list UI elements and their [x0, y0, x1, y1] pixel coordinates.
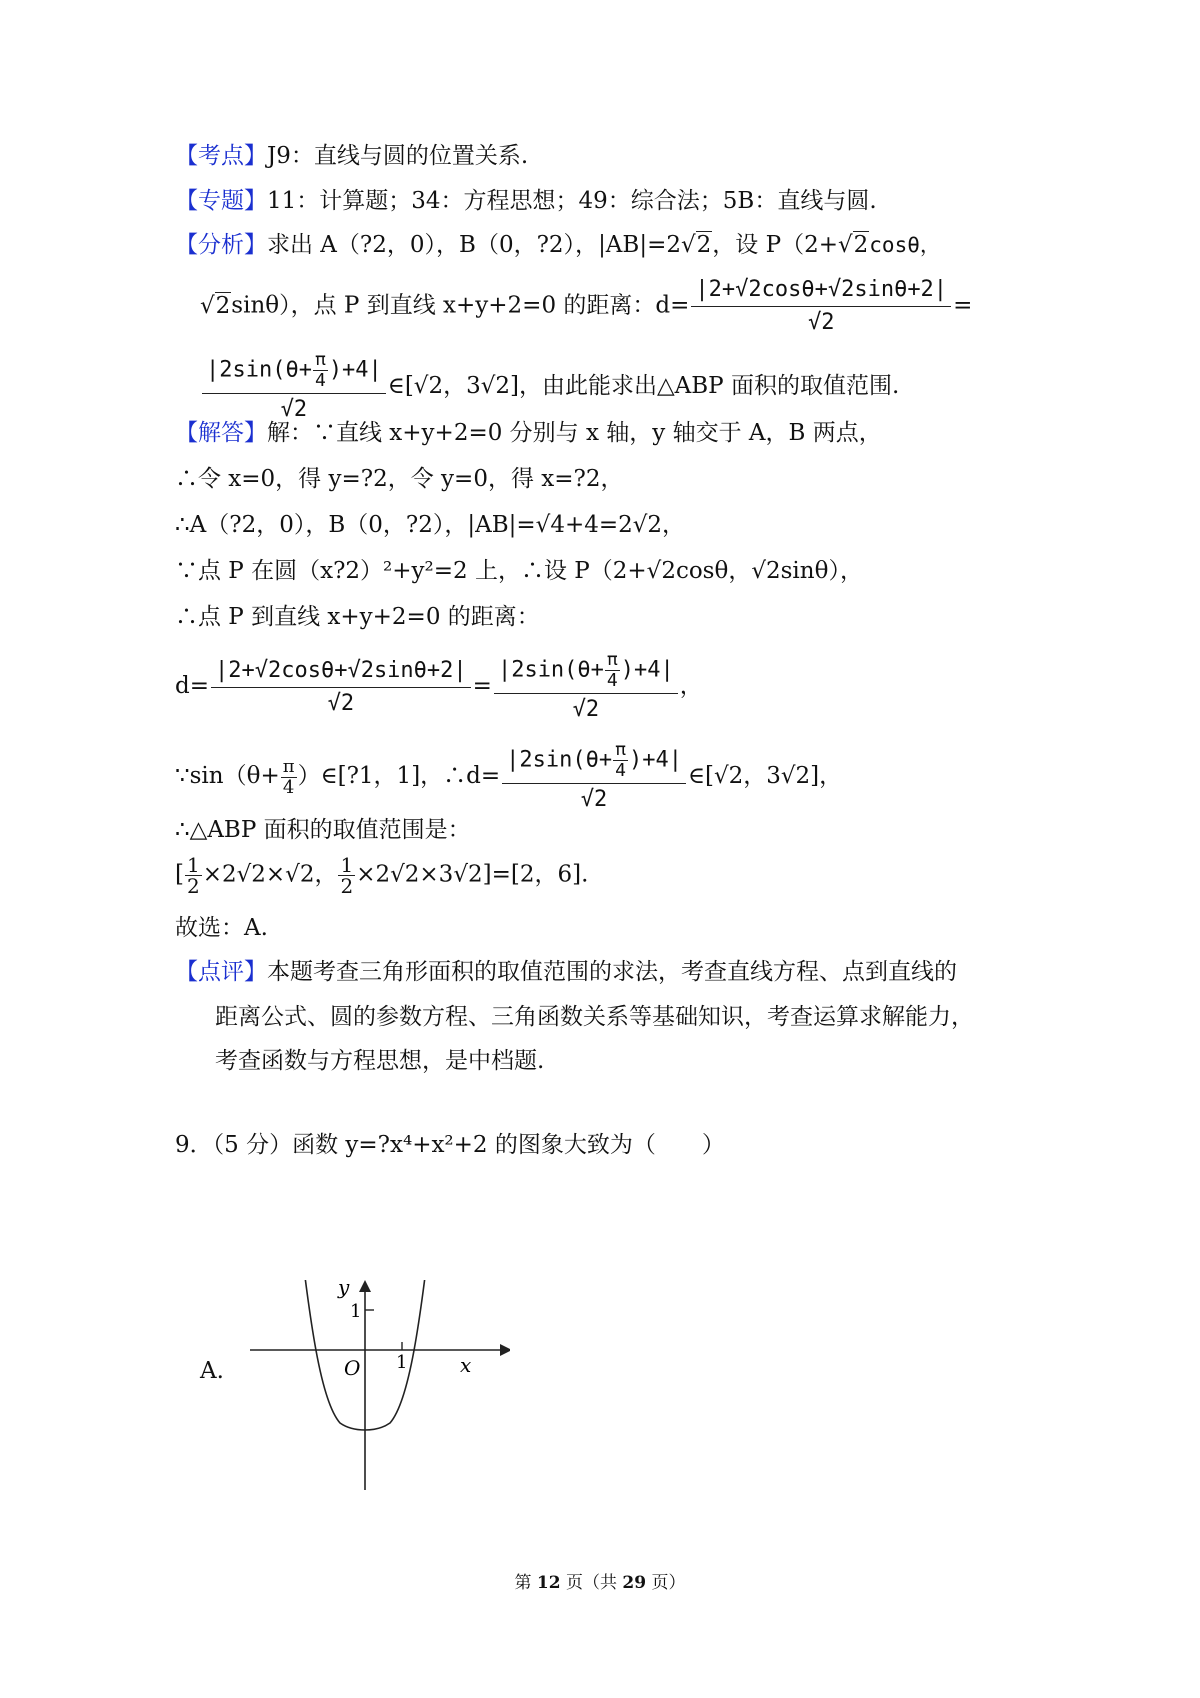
fraction-numerator: |2+√2cosθ+√2sinθ+2|	[691, 276, 951, 307]
dianping-text: 本题考查三角形面积的取值范围的求法，考查直线方程、点到直线的	[267, 959, 957, 985]
fenxi-text: =	[953, 292, 973, 319]
distance-fraction-b	[494, 650, 678, 724]
fenxi-text: 求出 A（	[267, 232, 360, 258]
fraction-numerator	[202, 350, 386, 394]
fenxi-line-1	[175, 230, 941, 260]
dianping-tag: 【点评】	[175, 959, 267, 985]
fenxi-line-3	[200, 350, 899, 424]
question-text: x⁴+x²+2 的图象大致为（ ）	[390, 1132, 725, 1158]
jieda-text: 1，1]，∴d=	[358, 763, 501, 789]
fraction-denominator: 2	[340, 874, 354, 898]
footer-text: 页（共	[560, 1573, 623, 1593]
missing-glyph: ?	[405, 512, 419, 538]
jieda-text: d=	[175, 673, 209, 699]
fenxi-line-2	[200, 276, 972, 337]
jieda-tag: 【解答】	[175, 420, 267, 446]
jieda-line-10	[175, 913, 268, 943]
footer-text: 页）	[646, 1573, 686, 1593]
distance-fraction-a	[211, 657, 471, 718]
jieda-line-4	[175, 556, 863, 586]
fraction-denominator: 4	[615, 760, 626, 781]
distance-fraction-c	[502, 740, 686, 814]
jieda-text: ∵sin（θ+	[175, 763, 280, 789]
jieda-text: |2sin(θ+	[506, 747, 613, 773]
jieda-line-7	[175, 740, 842, 814]
fenxi-text: ∈[√2，3√2]，由此能求出△ABP 面积的取值范围.	[387, 373, 900, 399]
jieda-text: [	[175, 861, 184, 888]
half-fraction	[185, 855, 202, 896]
dianping-line-3	[215, 1046, 544, 1076]
fenxi-text: ，0），B（0，	[386, 232, 537, 258]
fraction-numerator: 1	[340, 853, 354, 877]
jieda-line-5	[175, 602, 540, 632]
x-label: x	[460, 1353, 472, 1377]
missing-glyph: ?	[333, 558, 346, 584]
missing-glyph: ?	[359, 232, 373, 258]
pi-over-4	[281, 757, 297, 798]
dianping-line-1	[175, 957, 957, 987]
fenxi-text: 2	[372, 232, 387, 258]
fraction-numerator: |2+√2cosθ+√2sinθ+2|	[211, 657, 471, 688]
y-tick-label: 1	[350, 1301, 362, 1322]
fraction-denominator: √2	[807, 310, 835, 335]
sqrt-symbol: √2	[680, 232, 712, 258]
y-axis-arrow	[359, 1280, 371, 1292]
distance-fraction	[691, 276, 951, 337]
jieda-line-9	[175, 855, 588, 896]
fenxi-text: sinθ），点 P 到直线 x+y+2=0 的距离：d=	[231, 292, 690, 319]
missing-glyph: ?	[536, 232, 549, 258]
jieda-line-1	[175, 418, 882, 448]
jieda-text: ∴令 x=0，得 y=	[175, 466, 361, 492]
jieda-text: 2，0），B（0，	[241, 512, 406, 538]
fraction-denominator: √2	[327, 690, 355, 716]
fraction-denominator: 4	[314, 370, 326, 391]
fraction-denominator: √2	[580, 787, 608, 812]
fenxi-text: )+4|	[328, 357, 382, 383]
zhuanti-tag: 【专题】	[175, 188, 267, 214]
dianping-text: 考查函数与方程思想，是中档题.	[215, 1048, 545, 1074]
x-axis-arrow	[500, 1344, 510, 1356]
y-label: y	[338, 1280, 350, 1299]
half-fraction	[338, 855, 355, 896]
jieda-text: ∈[√2，3√2]，	[687, 763, 843, 789]
jieda-line-6	[175, 650, 703, 724]
missing-glyph: ?	[573, 466, 586, 492]
jieda-text: ×2√2×√2，	[202, 861, 338, 888]
fenxi-text: 2	[215, 292, 231, 319]
distance-fraction-2	[202, 350, 386, 424]
x-tick-label: 1	[396, 1352, 408, 1373]
jieda-text: 2），|AB|=√4+4=2√2，	[418, 512, 686, 538]
fraction-denominator: √2	[572, 697, 600, 722]
fraction-numerator	[494, 650, 678, 694]
fenxi-text: |2sin(θ+	[206, 357, 312, 383]
fraction-denominator: 4	[606, 670, 618, 691]
fraction-denominator: 2	[186, 874, 200, 898]
sqrt-symbol: √2	[200, 292, 231, 319]
jieda-text: ×2√2×3√2]=[2，6].	[356, 861, 589, 888]
fenxi-text: cosθ，	[869, 233, 941, 257]
dianping-line-2	[215, 1002, 974, 1032]
origin-label: O	[344, 1356, 361, 1380]
page-footer	[0, 1568, 1200, 1593]
missing-glyph: ?	[360, 466, 374, 492]
fraction-numerator: 1	[186, 853, 200, 877]
jieda-text: 解：∵直线 x+y+2=0 分别与 x 轴，y 轴交于 A，B 两点，	[267, 420, 882, 446]
zhuanti-text: 11：计算题；34：方程思想；49：综合法；5B：直线与圆.	[267, 188, 877, 214]
jieda-text: 2，令 y=0，得 x=	[373, 466, 574, 492]
fenxi-text: 2	[853, 232, 869, 258]
question-9	[175, 1130, 725, 1160]
fenxi-tag: 【分析】	[175, 232, 267, 258]
page-total: 29	[622, 1573, 647, 1593]
option-a-label: A.	[200, 1358, 224, 1384]
sqrt-symbol: √2	[837, 232, 869, 258]
zhuanti-line	[175, 186, 877, 216]
fraction-numerator: π	[615, 739, 626, 760]
jieda-text: ∴△ABP 面积的取值范围是：	[175, 817, 471, 843]
missing-glyph: ?	[346, 763, 359, 789]
jieda-text: =	[472, 673, 492, 699]
jieda-line-8	[175, 815, 471, 845]
jieda-text: |2sin(θ+	[497, 657, 604, 683]
fenxi-text: 2），	[548, 232, 599, 258]
jieda-text: ∴点 P 到直线 x+y+2=0 的距离：	[175, 604, 540, 630]
fenxi-text: |AB|=2	[598, 232, 681, 258]
jieda-text: ∵点 P 在圆（x	[175, 558, 334, 584]
pi-over-4	[605, 650, 620, 691]
fraction-numerator	[502, 740, 686, 784]
jieda-text: )+4|	[628, 747, 682, 773]
fenxi-text: ，设 P（2+	[712, 232, 838, 258]
jieda-line-2	[175, 464, 624, 494]
jieda-text: )+4|	[620, 657, 674, 683]
jieda-text: ）∈[	[297, 763, 347, 789]
jieda-text: 故选：A.	[175, 915, 268, 941]
fraction-numerator: π	[606, 649, 618, 670]
graph-option-a	[250, 1280, 510, 1490]
question-text: 9．（5 分）函数 y=	[175, 1132, 378, 1158]
missing-glyph: ?	[377, 1132, 390, 1158]
fraction-numerator: π	[282, 755, 295, 777]
jieda-line-3	[175, 510, 685, 540]
fraction-numerator: π	[314, 349, 326, 370]
kaodian-line	[175, 141, 528, 171]
footer-text: 第	[514, 1573, 537, 1593]
missing-glyph: ?	[229, 512, 242, 538]
dianping-text: 距离公式、圆的参数方程、三角函数关系等基础知识，考查运算求解能力，	[215, 1004, 974, 1030]
pi-over-4	[313, 350, 328, 391]
pi-over-4	[613, 740, 628, 781]
jieda-text: 2）²+y²=2 上，∴设 P（2+√2cosθ，√2sinθ），	[345, 558, 863, 584]
fraction-denominator: √2	[280, 397, 308, 422]
fenxi-text: 2	[696, 232, 712, 258]
jieda-text: 2，	[585, 466, 624, 492]
kaodian-tag: 【考点】	[175, 143, 267, 169]
page-number: 12	[536, 1573, 561, 1593]
jieda-text: ，	[679, 673, 703, 699]
fraction-denominator: 4	[282, 776, 295, 798]
jieda-text: ∴A（	[175, 512, 230, 538]
kaodian-text: J9：直线与圆的位置关系.	[267, 143, 529, 169]
